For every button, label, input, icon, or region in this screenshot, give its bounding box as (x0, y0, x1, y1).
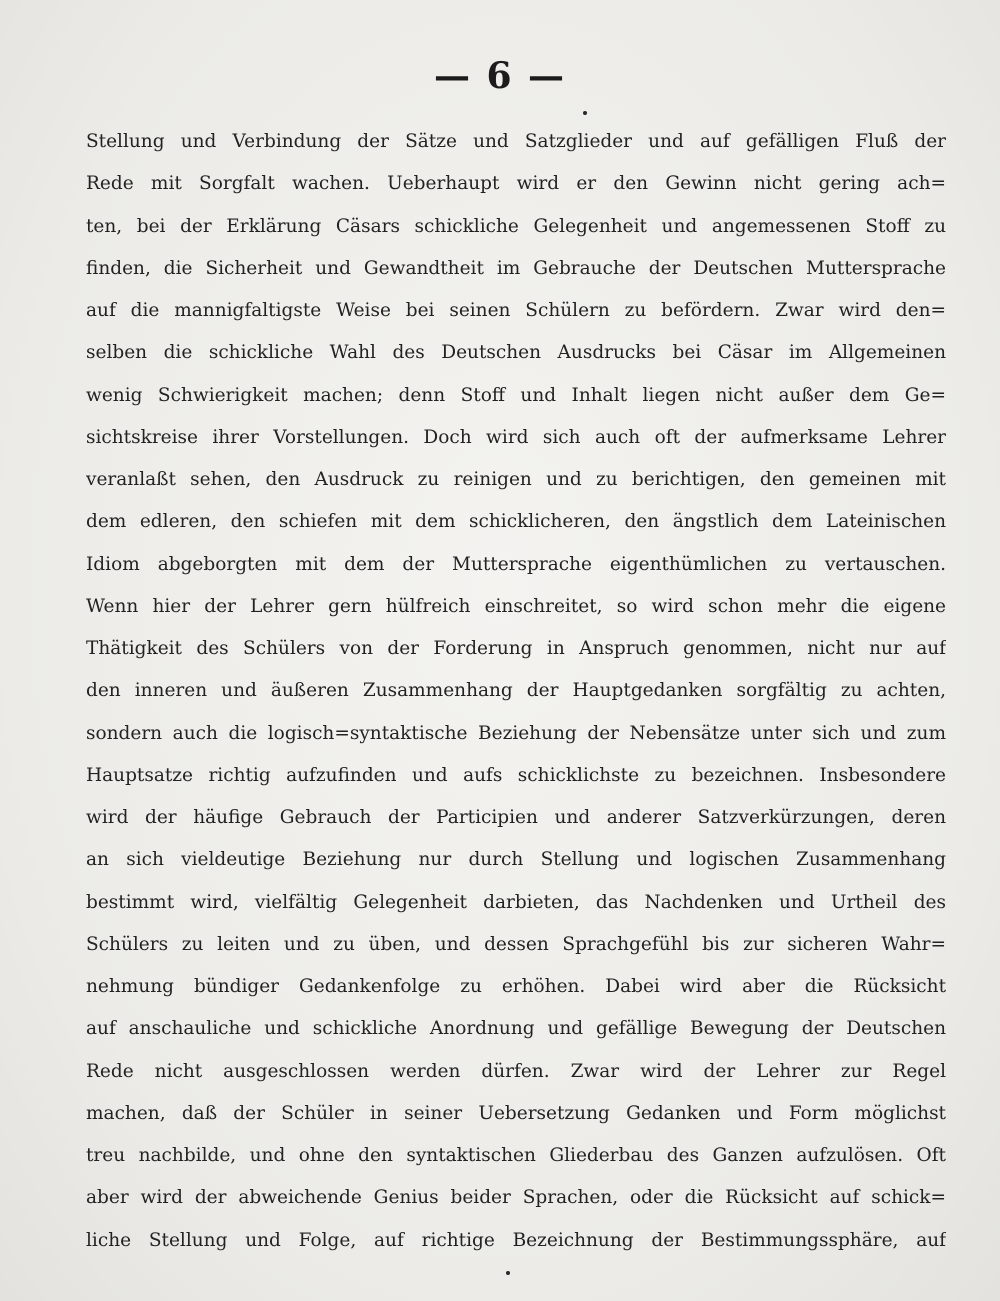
text-line: treu nachbilde, und ohne den syntaktischen Gliederbau des Ganzen aufzulösen. Oft (86, 1145, 946, 1166)
text-line: wird der häufige Gebrauch der Participien und anderer Satzverkürzungen, deren (86, 807, 946, 828)
text-line: nehmung bündiger Gedankenfolge zu erhöhen. Dabei wird aber die Rücksicht (86, 976, 946, 997)
text-line: sondern auch die logisch=syntaktische Beziehung der Nebensätze unter sich und zum (86, 722, 946, 744)
text-line: ten, bei der Erklärung Cäsars schickliche Gelegenheit und angemessenen Stoff zu (86, 215, 946, 237)
text-line: selben die schickliche Wahl des Deutschen Ausdrucks bei Cäsar im Allgemeinen (86, 342, 946, 364)
text-line: aber wird der abweichende Genius beider Sprachen, oder die Rücksicht auf schick= (86, 1187, 946, 1209)
text-line: bestimmt wird, vielfältig Gelegenheit darbieten, das Nachdenken und Urtheil des (86, 891, 946, 913)
page-number-header: — 6 — (433, 55, 567, 97)
text-line: Thätigkeit des Schülers von der Forderung in Anspruch genommen, nicht nur auf (86, 638, 946, 659)
text-line: liche Stellung und Folge, auf richtige Bezeichnung der Bestimmungssphäre, auf (86, 1229, 946, 1251)
text-line: Rede nicht ausgeschlossen werden dürfen. Zwar wird der Lehrer zur Regel (86, 1060, 946, 1082)
text-line: finden, die Sicherheit und Gewandtheit im Gebrauche der Deutschen Muttersprache (86, 257, 946, 279)
text-line: dem edleren, den schiefen mit dem schicklicheren, den ängstlich dem Lateinischen (86, 511, 946, 533)
ink-dot (583, 111, 587, 115)
text-line: Stellung und Verbindung der Sätze und Satzglieder und auf gefälligen Fluß der (86, 131, 946, 152)
text-line: sichtskreise ihrer Vorstellungen. Doch wird sich auch oft der aufmerksame Lehrer (86, 426, 946, 448)
text-line: Idiom abgeborgten mit dem der Muttersprache eigenthümlichen zu vertauschen. (86, 553, 946, 575)
body-text (86, 121, 946, 1262)
text-line: auf anschauliche und schickliche Anordnung und gefällige Bewegung der Deutschen (86, 1018, 946, 1040)
ink-dot (506, 1271, 510, 1275)
text-line: Rede mit Sorgfalt wachen. Ueberhaupt wird er den Gewinn nicht gering ach= (86, 173, 946, 195)
text-line: den inneren und äußeren Zusammenhang der Hauptgedanken sorgfältig zu achten, (86, 680, 946, 702)
text-line: Schülers zu leiten und zu üben, und dessen Sprachgefühl bis zur sicheren Wahr= (86, 933, 946, 955)
text-line: machen, daß der Schüler in seiner Uebersetzung Gedanken und Form möglichst (86, 1102, 946, 1124)
text-line: auf die mannigfaltigste Weise bei seinen Schülern zu befördern. Zwar wird den= (86, 300, 946, 321)
text-line: Hauptsatze richtig aufzufinden und aufs schicklichste zu bezeichnen. Insbesondere (86, 764, 946, 786)
text-line: Wenn hier der Lehrer gern hülfreich einschreitet, so wird schon mehr die eigene (86, 595, 946, 617)
text-line: an sich vieldeutige Beziehung nur durch Stellung und logischen Zusammenhang (86, 849, 946, 871)
text-line: wenig Schwierigkeit machen; denn Stoff und Inhalt liegen nicht außer dem Ge= (86, 384, 946, 406)
text-line: veranlaßt sehen, den Ausdruck zu reinigen und zu berichtigen, den gemeinen mit (86, 469, 946, 490)
